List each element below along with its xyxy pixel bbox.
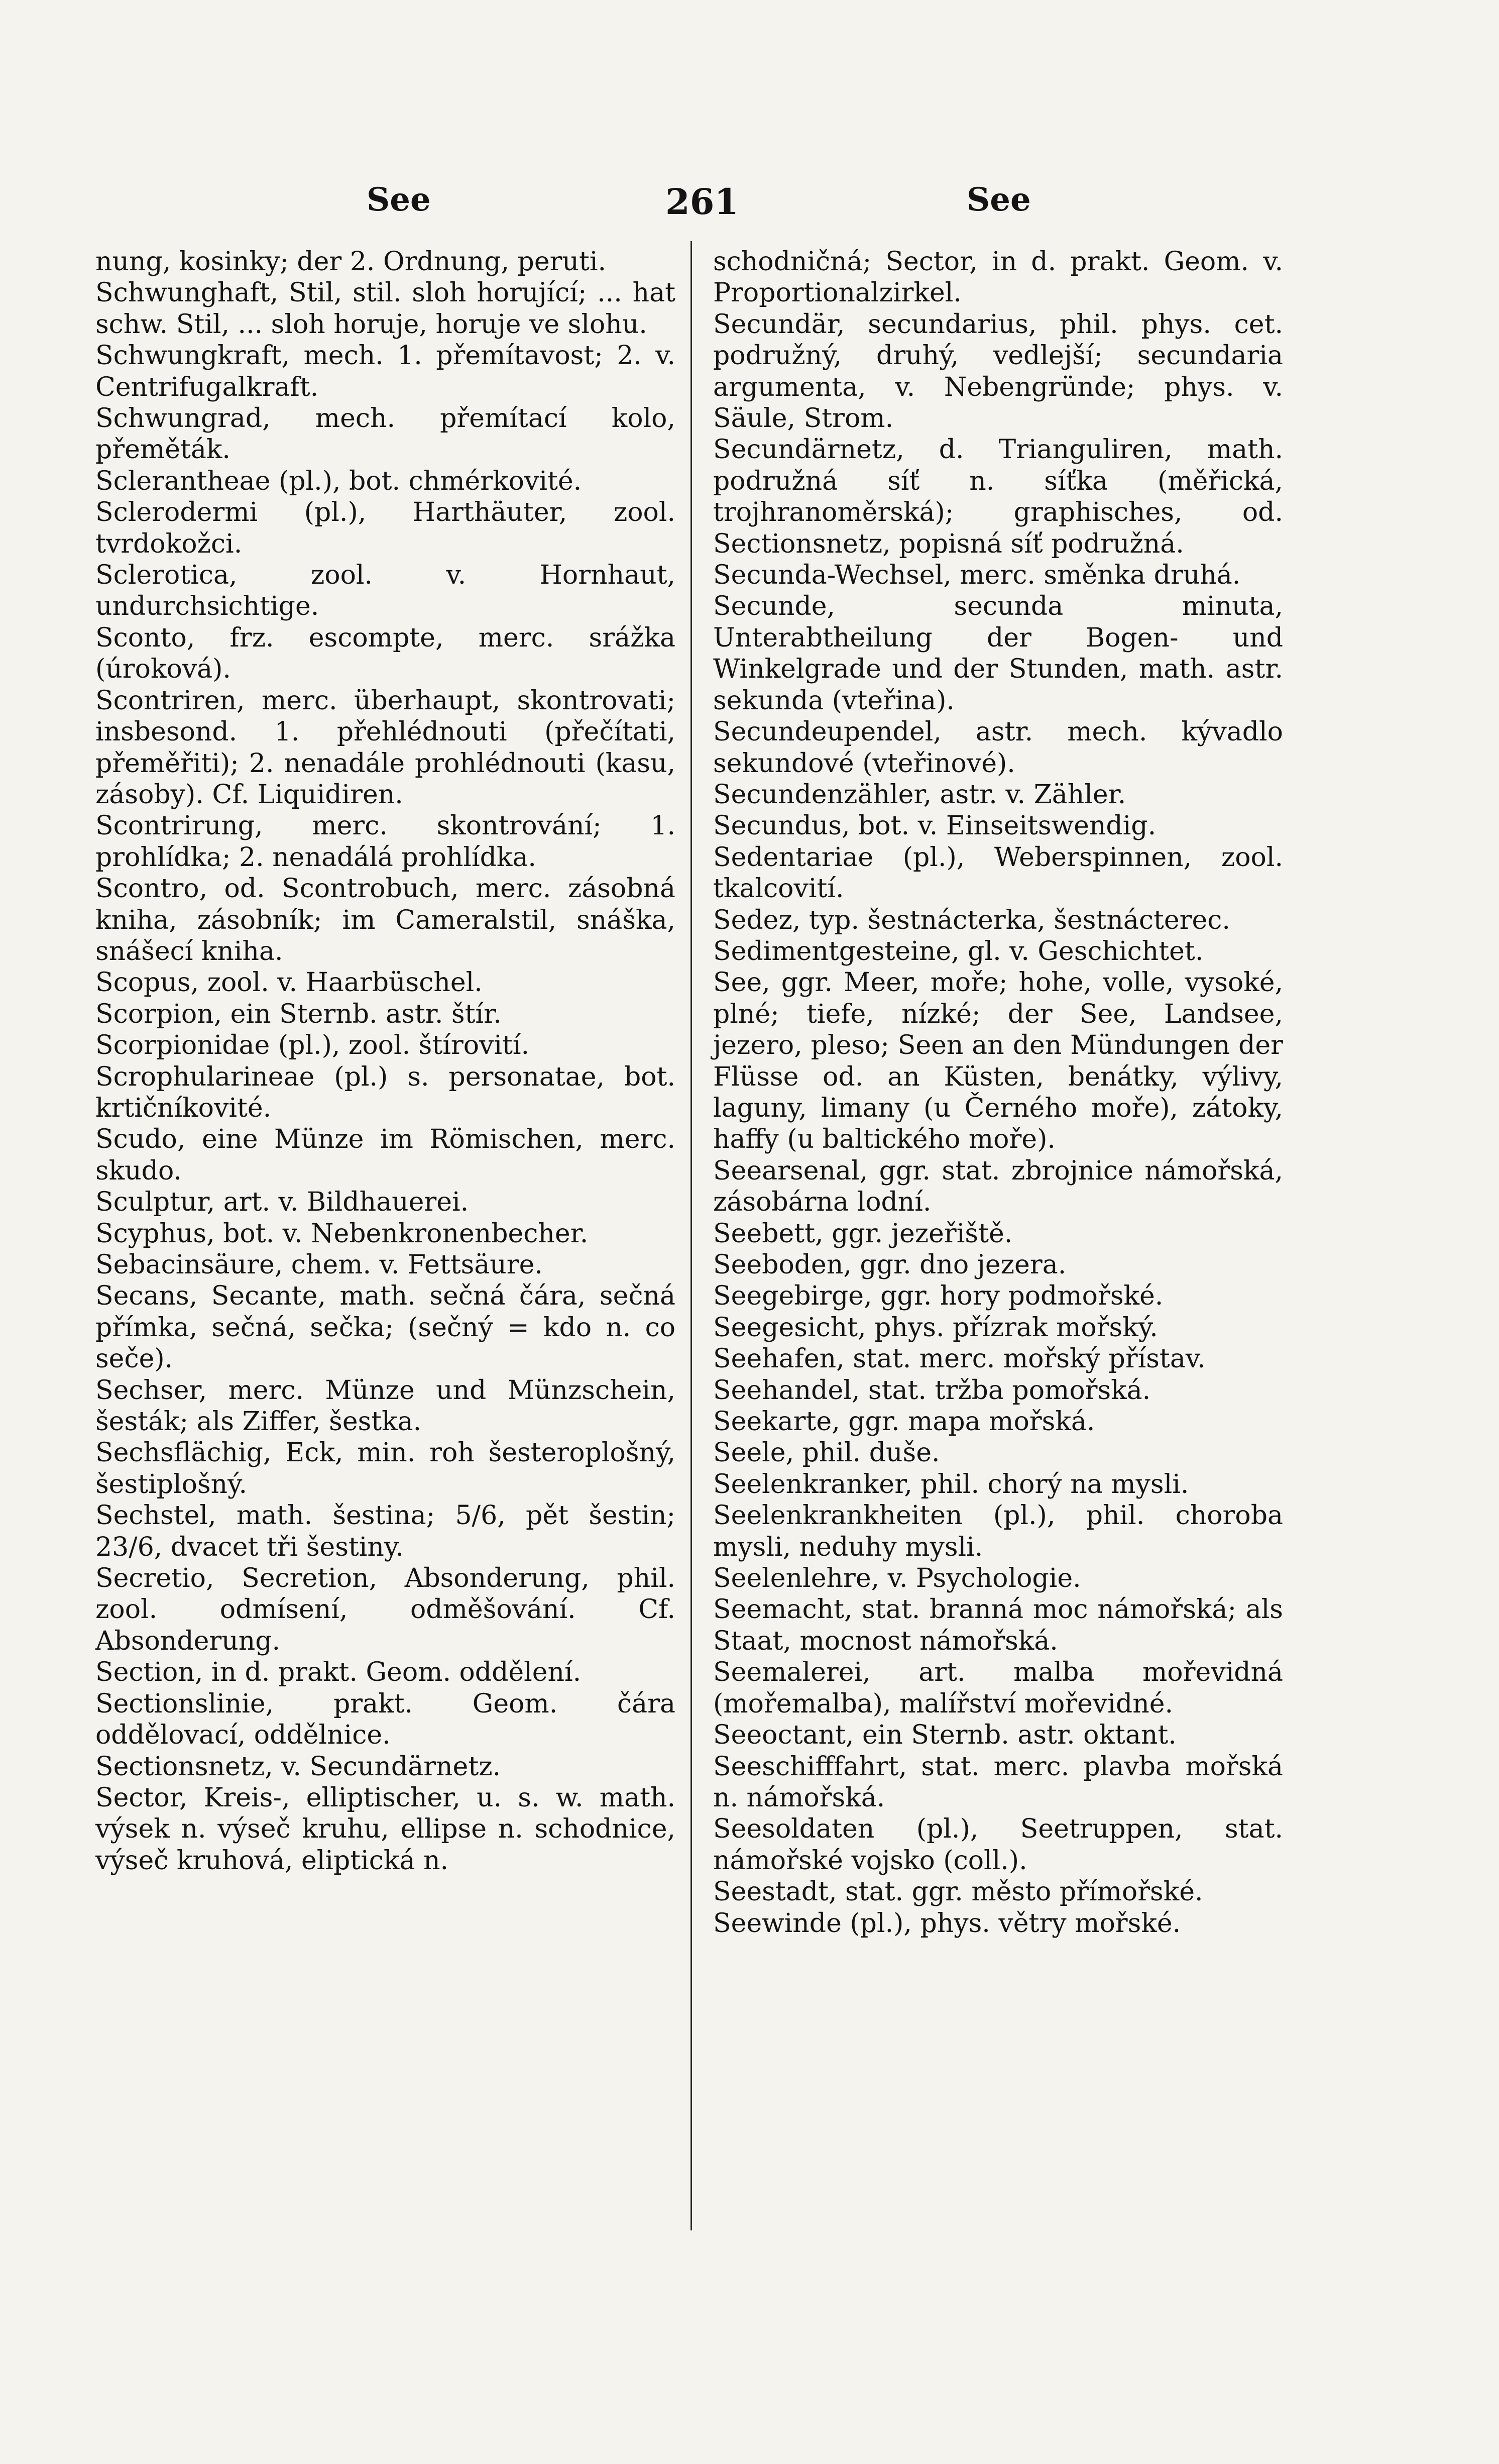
dictionary-entry: Secans, Secante, math. sečná čára, sečná přímka, sečná, sečka; (sečný = kdo n. co seče). — [95, 1281, 675, 1374]
dictionary-entry: Schwungrad, mech. přemítací kolo, přeměták. — [95, 403, 675, 465]
dictionary-entry: Sconto, frz. escompte, merc. srážka (úroková). — [95, 622, 675, 685]
dictionary-entry: Seewinde (pl.), phys. větry mořské. — [713, 1908, 1181, 1939]
dictionary-entry: Scopus, zool. v. Haarbüschel. — [95, 968, 483, 998]
dictionary-entry: nung, kosinky; der 2. Ordnung, peruti. — [95, 247, 607, 277]
dictionary-entry: Secundärnetz, d. Trianguliren, math. podružná síť n. síťka (měřická, trojhranoměrská); graphisches, od. Sectionsnetz, popisná síť podružná. — [713, 435, 1283, 559]
dictionary-entry: Seegebirge, ggr. hory podmořské. — [713, 1281, 1164, 1312]
dictionary-entry: Seemalerei, art. malba mořevidná (mořemalba), malířství mořevidné. — [713, 1657, 1283, 1719]
dictionary-entry: Secundeupendel, astr. mech. kývadlo sekundové (vteřinové). — [713, 717, 1283, 779]
dictionary-entry: Scontriren, merc. überhaupt, skontrovati; insbesond. 1. přehlédnouti (přečítati, přeměřiti); 2. nenadále prohlédnouti (kasu, zásoby). Cf. Liquidiren. — [95, 685, 675, 810]
dictionary-entry: Secunde, secunda minuta, Unterabtheilung der Bogen- und Winkelgrade und der Stunden, math. astr. sekunda (vteřina). — [713, 591, 1283, 716]
header-right-guideword: See — [967, 181, 1031, 219]
dictionary-entry: Sector, Kreis-, elliptischer, u. s. w. math. výsek n. výseč kruhu, ellipse n. schodnice, výseč kruhová, eliptická n. — [95, 1782, 675, 1876]
dictionary-entry: Sebacinsäure, chem. v. Fettsäure. — [95, 1250, 543, 1280]
dictionary-entry: Seemacht, stat. branná moc námořská; als Staat, mocnost námořská. — [713, 1594, 1283, 1656]
dictionary-entry: Secretio, Secretion, Absonderung, phil. zool. odmísení, odměšování. Cf. Absonderung. — [95, 1563, 675, 1656]
dictionary-entry: Secunda-Wechsel, merc. směnka druhá. — [713, 560, 1241, 591]
dictionary-entry: Scyphus, bot. v. Nebenkronenbecher. — [95, 1218, 589, 1249]
dictionary-entry: Sculptur, art. v. Bildhauerei. — [95, 1187, 469, 1218]
dictionary-entry: Sechser, merc. Münze und Münzschein, šesták; als Ziffer, šestka. — [95, 1375, 675, 1437]
dictionary-entry: Seeoctant, ein Sternb. astr. oktant. — [713, 1720, 1177, 1751]
dictionary-entry: Schwunghaft, Stil, stil. sloh horující; ... hat schw. Stil, ... sloh horuje, horuje ve slohu. — [95, 278, 675, 340]
dictionary-entry: Seestadt, stat. ggr. město přímořské. — [713, 1877, 1203, 1907]
dictionary-entry: Sechstel, math. šestina; 5/6, pět šestin; 23/6, dvacet tři šestiny. — [95, 1501, 675, 1562]
dictionary-entry: Seelenlehre, v. Psychologie. — [713, 1563, 1081, 1594]
dictionary-entry: Sedentariae (pl.), Weberspinnen, zool. tkalcovití. — [713, 842, 1283, 904]
dictionary-entry: schodničná; Sector, in d. prakt. Geom. v. Proportionalzirkel. — [713, 247, 1283, 308]
dictionary-entry: Sclerotica, zool. v. Hornhaut, undurchsichtige. — [95, 560, 675, 622]
dictionary-entry: Sectionsnetz, v. Secundärnetz. — [95, 1751, 501, 1782]
dictionary-entry: Seehafen, stat. merc. mořský přístav. — [713, 1344, 1206, 1374]
column-divider — [690, 241, 692, 2230]
dictionary-entry: Scontrirung, merc. skontrování; 1. prohlídka; 2. nenadálá prohlídka. — [95, 811, 675, 873]
dictionary-entry: Scorpion, ein Sternb. astr. štír. — [95, 999, 502, 1029]
page-number: 261 — [665, 181, 739, 223]
dictionary-entry: Secundus, bot. v. Einseitswendig. — [713, 811, 1157, 841]
dictionary-entry: Seebett, ggr. jezeřiště. — [713, 1218, 1013, 1249]
dictionary-entry: Scudo, eine Münze im Römischen, merc. skudo. — [95, 1124, 675, 1186]
dictionary-entry: See, ggr. Meer, moře; hohe, volle, vysoké, plné; tiefe, nízké; der See, Landsee, jezero, pleso; Seen an den Mündungen der Flüsse od. an Küsten, benátky, výlivy, laguny, limany (u Černého moře), zátoky, haffy (u baltického moře). — [713, 968, 1283, 1155]
dictionary-entry: Sectionslinie, prakt. Geom. čára oddělovací, oddělnice. — [95, 1688, 675, 1751]
dictionary-entry: Sedimentgesteine, gl. v. Geschichtet. — [713, 936, 1204, 967]
dictionary-entry: Schwungkraft, mech. 1. přemítavost; 2. v. Centrifugalkraft. — [95, 341, 675, 402]
dictionary-entry: Scorpionidae (pl.), zool. štírovití. — [95, 1030, 530, 1061]
right-column — [713, 246, 1283, 1939]
dictionary-entry: Sclerantheae (pl.), bot. chmérkovité. — [95, 466, 582, 496]
left-column — [95, 246, 675, 1876]
dictionary-entry: Secundenzähler, astr. v. Zähler. — [713, 779, 1126, 810]
dictionary-entry: Sclerodermi (pl.), Harthäuter, zool. tvrdokožci. — [95, 497, 675, 559]
dictionary-entry: Seelenkranker, phil. chorý na mysli. — [713, 1469, 1189, 1499]
dictionary-entry: Seele, phil. duše. — [713, 1438, 940, 1468]
dictionary-entry: Section, in d. prakt. Geom. oddělení. — [95, 1657, 582, 1688]
dictionary-entry: Seehandel, stat. tržba pomořská. — [713, 1375, 1151, 1406]
dictionary-entry: Scrophularineae (pl.) s. personatae, bot. krtičníkovité. — [95, 1061, 675, 1123]
dictionary-entry: Secundär, secundarius, phil. phys. cet. podružný, druhý, vedlejší; secundaria argumenta, v. Nebengründe; phys. v. Säule, Strom. — [713, 309, 1283, 434]
dictionary-entry: Sechsflächig, Eck, min. roh šesteroplošný, šestiplošný. — [95, 1438, 675, 1499]
dictionary-entry: Seelenkrankheiten (pl.), phil. choroba mysli, neduhy mysli. — [713, 1501, 1283, 1562]
dictionary-entry: Seegesicht, phys. přízrak mořský. — [713, 1312, 1158, 1343]
dictionary-entry: Seeboden, ggr. dno jezera. — [713, 1250, 1067, 1280]
dictionary-entry: Seeschifffahrt, stat. merc. plavba mořská n. námořská. — [713, 1751, 1283, 1813]
dictionary-entry: Sedez, typ. šestnácterka, šestnácterec. — [713, 905, 1230, 935]
dictionary-entry: Seearsenal, ggr. stat. zbrojnice námořská, zásobárna lodní. — [713, 1155, 1283, 1218]
header-left-guideword: See — [367, 181, 431, 219]
dictionary-entry: Seekarte, ggr. mapa mořská. — [713, 1407, 1095, 1437]
dictionary-entry: Scontro, od. Scontrobuch, merc. zásobná kniha, zásobník; im Cameralstil, snáška, snášecí kniha. — [95, 874, 675, 967]
page-header — [0, 181, 1499, 241]
dictionary-entry: Seesoldaten (pl.), Seetruppen, stat. námořské vojsko (coll.). — [713, 1814, 1283, 1876]
